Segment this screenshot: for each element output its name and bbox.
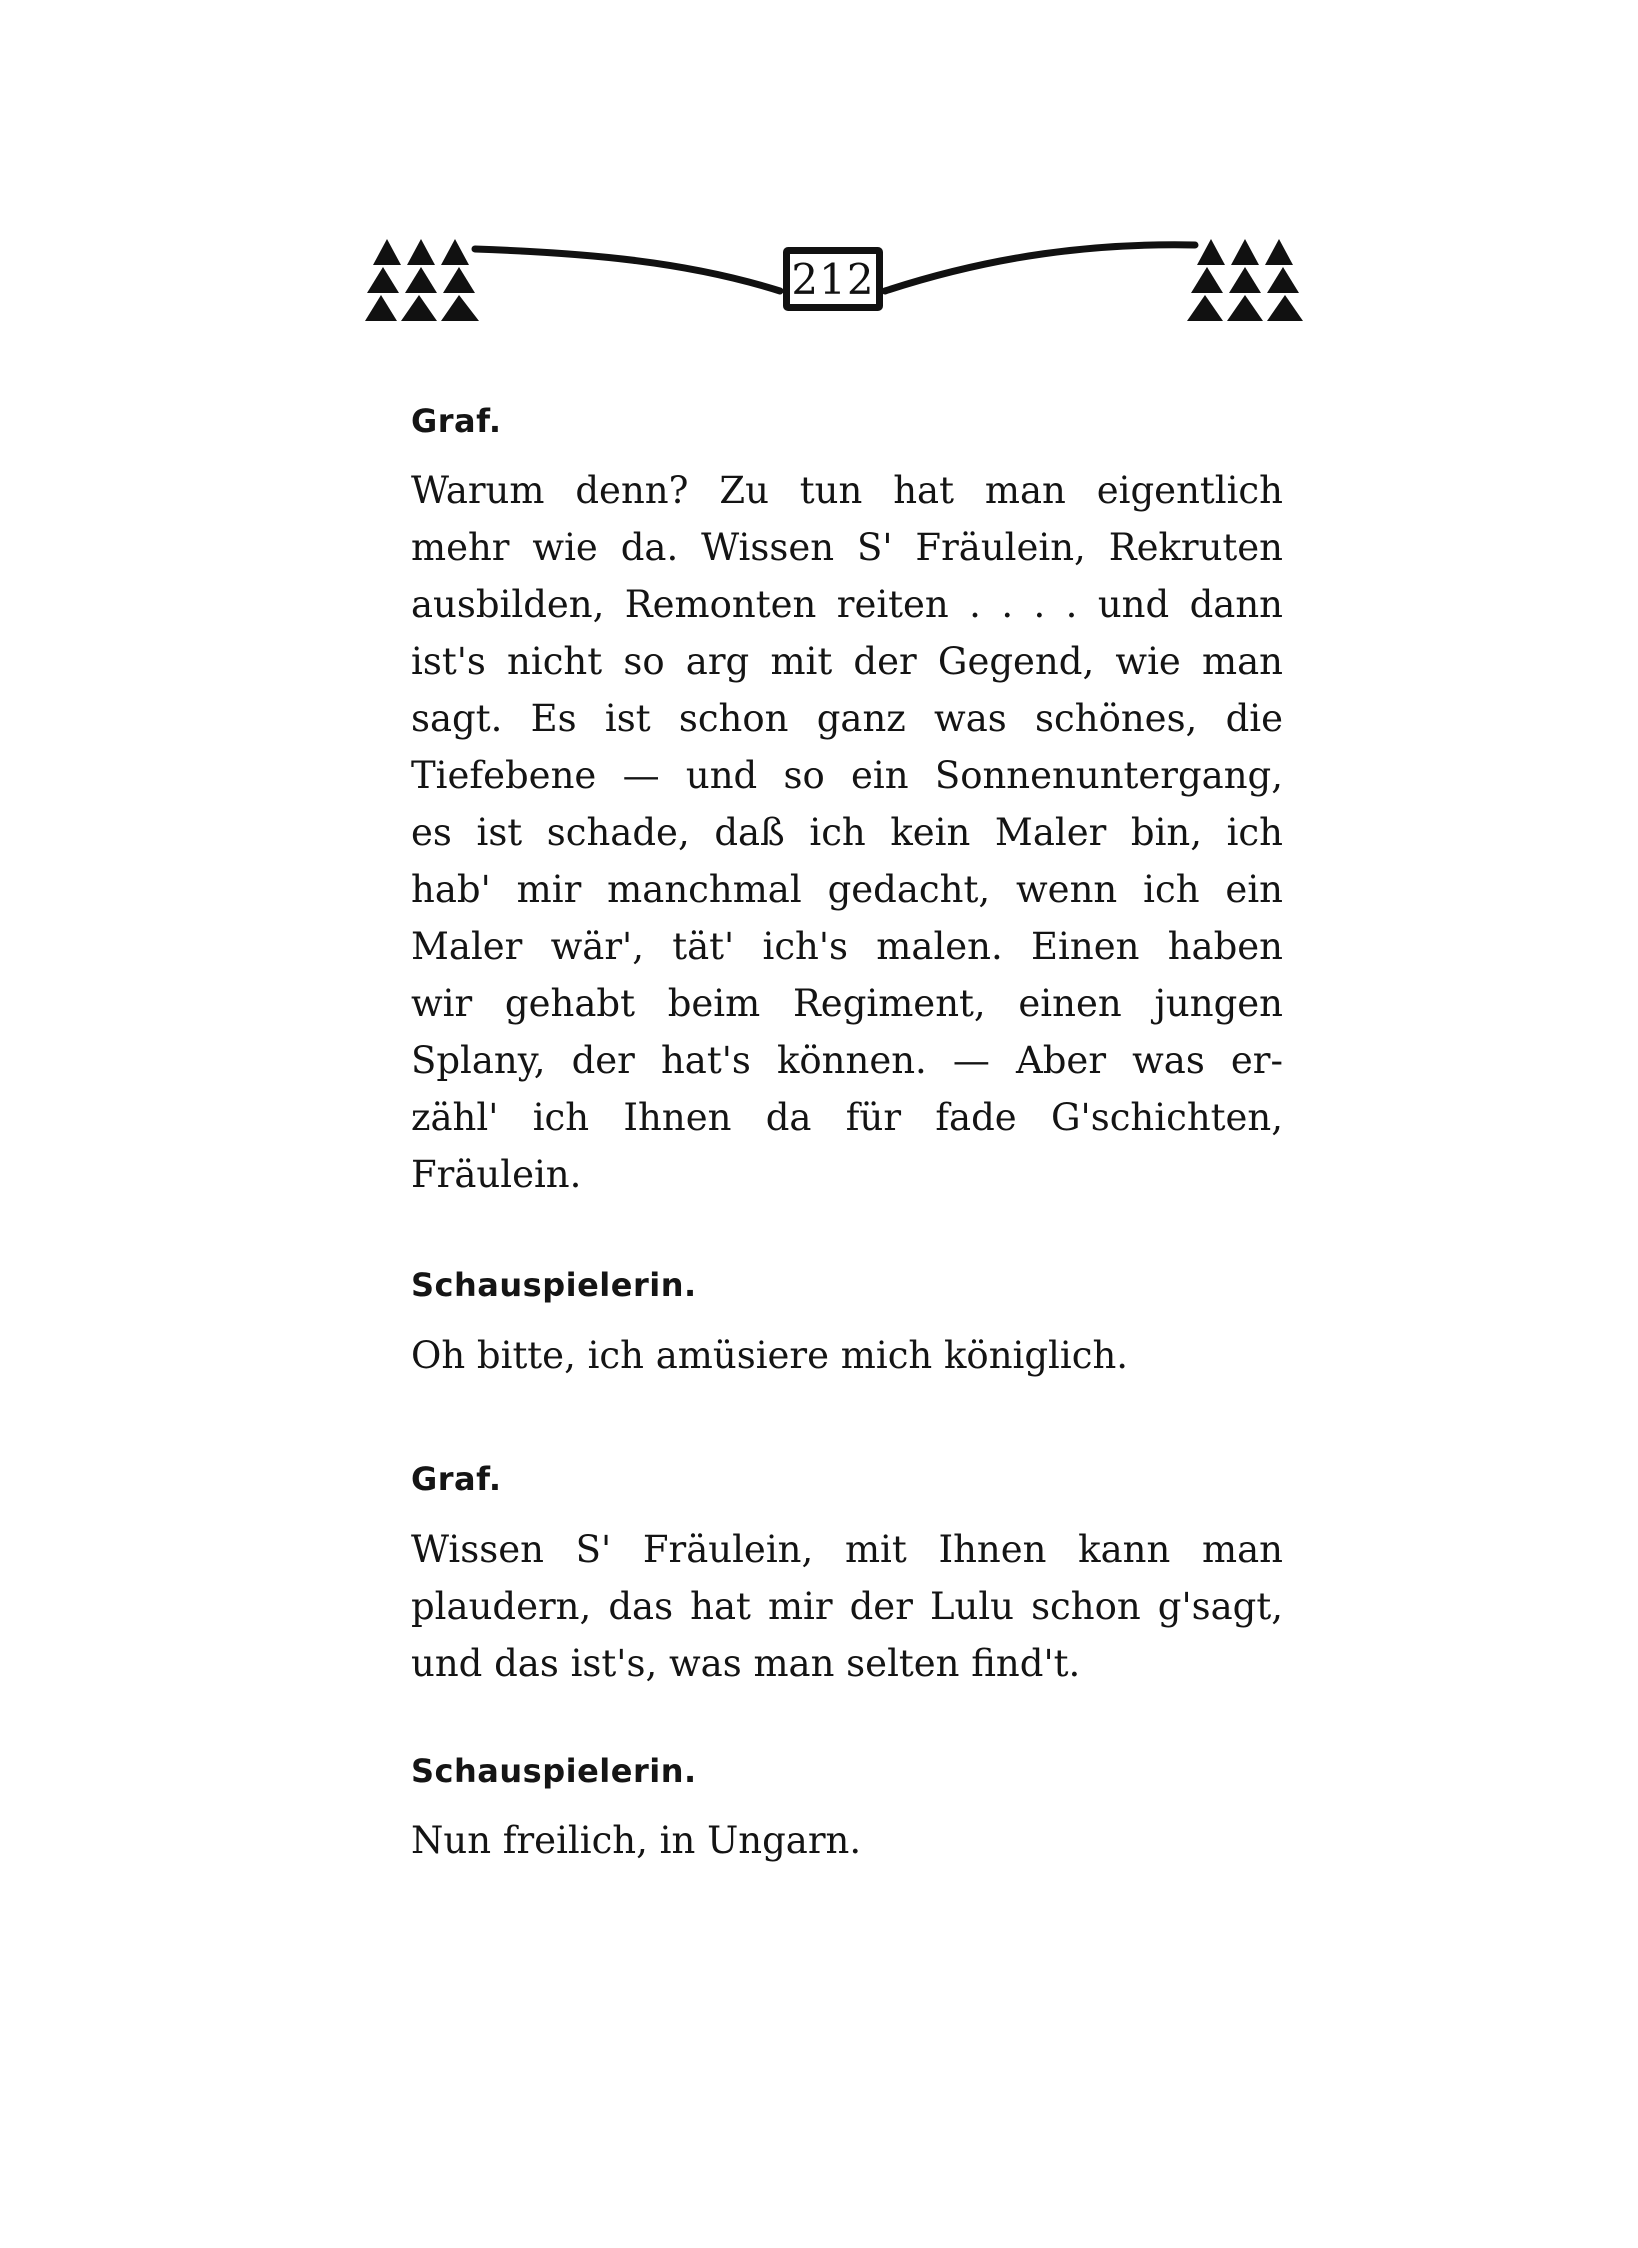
text-line: wir gehabt beim Regiment, einen jungen: [411, 982, 1283, 1025]
page-number: 212: [783, 247, 883, 311]
speech-text: [411, 1327, 1283, 1384]
speaker-name: Schauspielerin.: [411, 1752, 697, 1790]
right-swoop-line: [885, 245, 1195, 291]
text-line: Tiefebene — und so ein Sonnenuntergang,: [411, 754, 1283, 797]
text-line: mehr wie da. Wissen S' Fräulein, Rekruten: [411, 526, 1283, 569]
text-line: Maler wär', tät' ich's malen. Einen haben: [411, 925, 1283, 968]
text-line: zähl' ich Ihnen da für fade G'schichten,: [411, 1096, 1283, 1139]
text-line: hab' mir manchmal gedacht, wenn ich ein: [411, 868, 1283, 911]
text-line: Nun freilich, in Ungarn.: [411, 1819, 862, 1862]
text-line: Wissen S' Fräulein, mit Ihnen kann man: [411, 1528, 1283, 1571]
speech-text: [411, 462, 1283, 1203]
right-triangle-cluster: [1187, 239, 1303, 321]
speaker-name: Schauspielerin.: [411, 1266, 697, 1304]
speech-text: [411, 1521, 1283, 1692]
text-line: ausbilden, Remonten reiten . . . . und dann: [411, 583, 1283, 626]
text-line: Warum denn? Zu tun hat man eigentlich: [411, 469, 1283, 512]
text-line: und das ist's, was man selten find't.: [411, 1642, 1081, 1685]
text-line: Splany, der hat's können. — Aber was er-: [411, 1039, 1283, 1082]
speaker-name: Graf.: [411, 402, 502, 440]
left-triangle-cluster: [365, 239, 479, 321]
text-line: es ist schade, daß ich kein Maler bin, ich: [411, 811, 1283, 854]
text-line: sagt. Es ist schon ganz was schönes, die: [411, 697, 1283, 740]
text-line: plaudern, das hat mir der Lulu schon g'sagt,: [411, 1585, 1283, 1628]
left-swoop-line: [475, 249, 780, 291]
text-line: ist's nicht so arg mit der Gegend, wie man: [411, 640, 1283, 683]
speaker-name: Graf.: [411, 1460, 502, 1498]
page-header-ornament: [355, 225, 1330, 345]
speech-text: [411, 1812, 1283, 1869]
text-line: Fräulein.: [411, 1153, 582, 1196]
text-line: Oh bitte, ich amüsiere mich königlich.: [411, 1334, 1129, 1377]
